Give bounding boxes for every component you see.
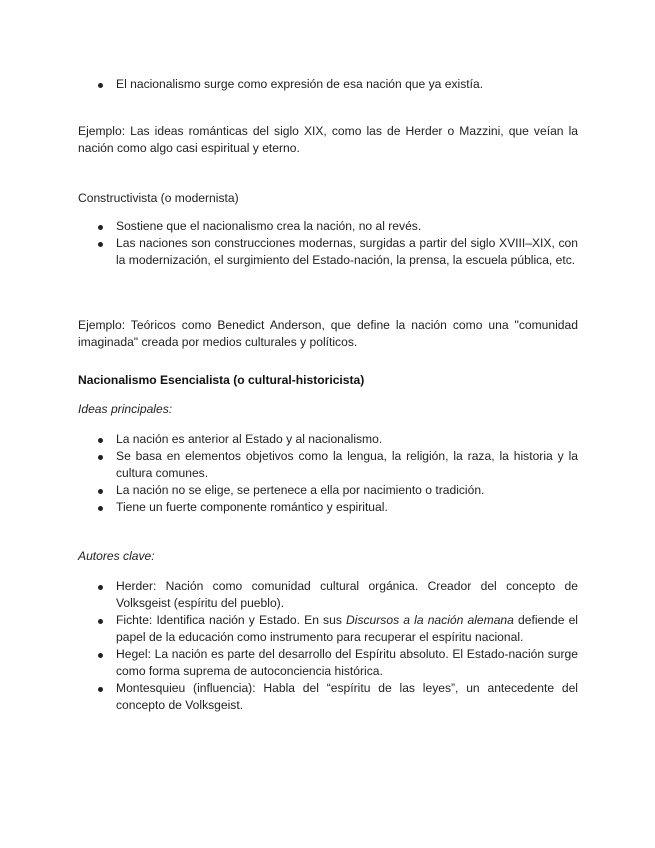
- list-item: Tiene un fuerte componente romántico y espiritual.: [78, 499, 578, 516]
- bullet-icon: [98, 225, 103, 230]
- author-herder: Herder: Nación como comunidad cultural orgánica. Creador del concepto de Volksgeist (espíritu del pueblo).: [78, 578, 578, 612]
- ideas-label: Ideas principales:: [78, 402, 173, 416]
- author-hegel: Hegel: La nación es parte del desarrollo del Espíritu absoluto. El Estado-nación surge como forma suprema de autoconciencia histórica.: [78, 646, 578, 680]
- author-montesquieu: Montesquieu (influencia): Habla del “espíritu de las leyes”, un antecedente del concepto de Volksgeist.: [78, 680, 578, 714]
- bullet-icon: [98, 653, 103, 658]
- bullet-icon: [98, 455, 103, 460]
- author-fichte: Fichte: Identifica nación y Estado. En sus Discursos a la nación alemana defiende el papel de la educación como instrumento para recuperar el espíritu nacional.: [78, 612, 578, 646]
- bullet-icon: [98, 506, 103, 511]
- authors-bullet-list: [78, 578, 578, 714]
- essentialist-heading: Nacionalismo Esencialista (o cultural-historicista): [78, 373, 365, 387]
- list-item: El nacionalismo surge como expresión de esa nación que ya existía.: [78, 76, 578, 93]
- bullet-icon: [98, 242, 103, 247]
- fichte-work-title: Discursos a la nación alemana: [346, 613, 514, 627]
- bullet-icon: [98, 585, 103, 590]
- ideas-bullet-list: [78, 431, 578, 516]
- list-item: Las naciones son construcciones modernas, surgidas a partir del siglo XVIII–XIX, con la modernización, el surgimiento del Estado-nación, la prensa, la escuela pública, etc.: [78, 235, 578, 269]
- example-paragraph-1: Ejemplo: Las ideas románticas del siglo XIX, como las de Herder o Mazzini, que veían la nación como algo casi espiritual y eterno.: [78, 124, 578, 155]
- bullet-icon: [98, 83, 103, 88]
- top-bullet-list: [78, 76, 578, 93]
- authors-label: Autores clave:: [78, 549, 155, 563]
- list-item: La nación es anterior al Estado y al nacionalismo.: [78, 431, 578, 448]
- list-item: Sostiene que el nacionalismo crea la nación, no al revés.: [78, 218, 578, 235]
- bullet-icon: [98, 687, 103, 692]
- bullet-icon: [98, 619, 103, 624]
- constructivist-bullet-list: [78, 218, 578, 269]
- list-item: La nación no se elige, se pertenece a ella por nacimiento o tradición.: [78, 482, 578, 499]
- list-item: Se basa en elementos objetivos como la lengua, la religión, la raza, la historia y la cultura comunes.: [78, 448, 578, 482]
- constructivist-heading: Constructivista (o modernista): [78, 191, 239, 205]
- bullet-icon: [98, 438, 103, 443]
- bullet-icon: [98, 489, 103, 494]
- example-paragraph-2: Ejemplo: Teóricos como Benedict Anderson, que define la nación como una "comunidad imaginada" creada por medios culturales y políticos.: [78, 318, 578, 349]
